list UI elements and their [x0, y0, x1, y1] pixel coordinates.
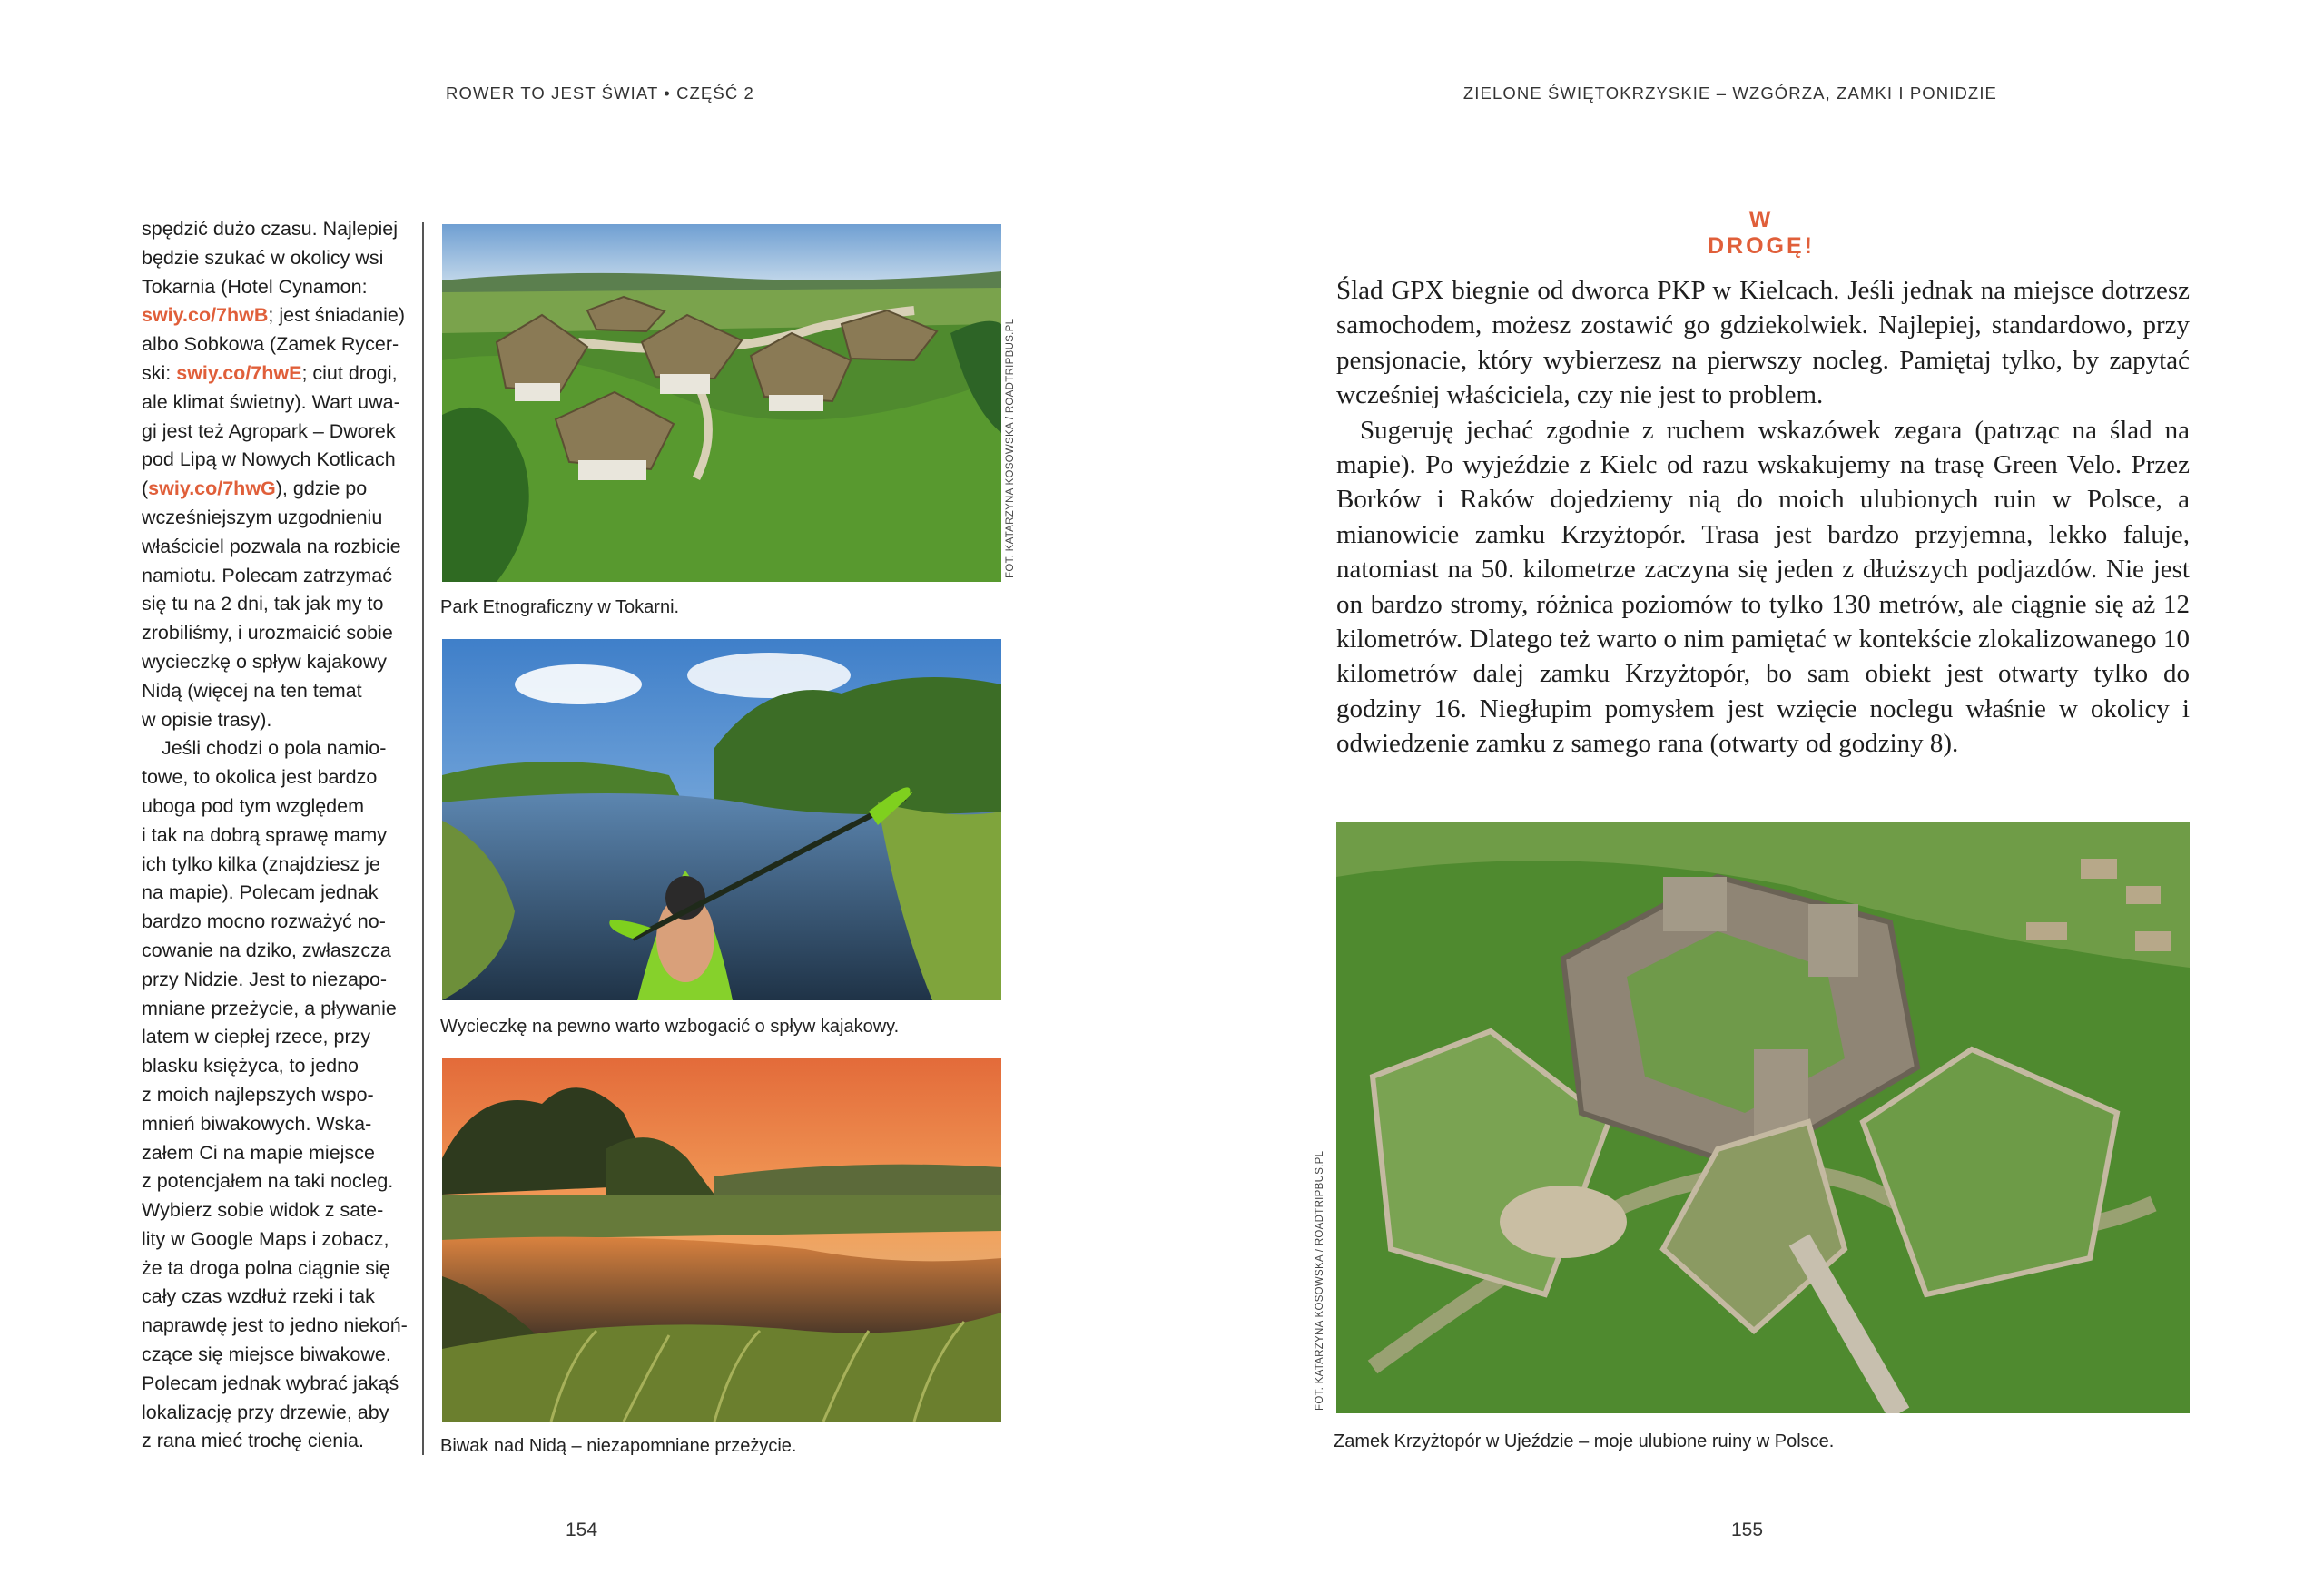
text-line: wycieczkę o spływ kajakowy: [142, 650, 388, 673]
text-line: wcześniejszym uzgodnieniu: [142, 506, 383, 528]
text-line: będzie szukać w okolicy wsi: [142, 246, 384, 269]
text-line: lokalizację przy drzewie, aby: [142, 1401, 389, 1423]
text-line: gi jest też Agropark – Dworek: [142, 419, 396, 442]
text-line: towe, to okolica jest bardzo: [142, 766, 378, 789]
text-line: albo Sobkowa (Zamek Rycer-: [142, 333, 399, 356]
text-line: ale klimat świetny). Wart uwa-: [142, 390, 400, 413]
text-line: bardzo mocno rozważyć no-: [142, 910, 386, 933]
text-line: i tak na dobrą sprawę mamy: [142, 823, 388, 846]
text-line: blasku księżyca, to jedno: [142, 1055, 359, 1077]
text-line: w opisie trasy).: [142, 708, 272, 731]
page-number-left: 154: [566, 1520, 598, 1540]
text-line: załem Ci na mapie miejsce: [142, 1141, 375, 1164]
text-line: Wybierz sobie widok z sate-: [142, 1199, 384, 1222]
text-line: lity w Google Maps i zobacz,: [142, 1227, 389, 1250]
text-line: przy Nidzie. Jest to niezapo-: [142, 968, 388, 990]
main-body-text: [1336, 273, 2190, 762]
text-line: uboga pod tym względem: [142, 794, 365, 817]
column-divider: [422, 222, 424, 1455]
section-title: W DROGĘ!: [1708, 207, 1815, 259]
text-line: się tu na 2 dni, tak jak my to: [142, 593, 384, 615]
text-line: latem w ciepłej rzece, przy: [142, 1026, 371, 1048]
photo-caption: Biwak nad Nidą – niezapomniane przeżycie.: [440, 1436, 797, 1456]
text-line: (swiy.co/7hwG), gdzie po: [142, 477, 368, 500]
paragraph: Ślad GPX biegnie od dworca PKP w Kielcach. Jeśli jednak na miejsce dotrzesz samochodem, możesz zostawić go gdziekolwiek. Najlepiej, standardowo, przy pensjonacie, który wybierzesz na pierwszy nocleg. Pamiętaj tylko, by zapytać wcześniej właściciela, czy nie jest to problem.: [1336, 276, 2190, 410]
text-line: cowanie na dziko, zwłaszcza: [142, 939, 391, 961]
text-line: Polecam jednak wybrać jakąś: [142, 1372, 399, 1394]
text-line: właściciel pozwala na rozbicie: [142, 535, 401, 557]
page-number-right: 155: [1731, 1520, 1764, 1540]
running-header-right: ZIELONE ŚWIĘTOKRZYSKIE – WZGÓRZA, ZAMKI I PONIDZIE: [1462, 84, 1997, 103]
text-line: Tokarnia (Hotel Cynamon:: [142, 275, 368, 298]
text-line: na mapie). Polecam jednak: [142, 881, 379, 904]
photo-credit: FOT. KATARZYNA KOSOWSKA / ROADTRIPBUS.PL: [1315, 1150, 1325, 1411]
left-text-column: [142, 215, 409, 1456]
photo-caption: Park Etnograficzny w Tokarni.: [440, 597, 680, 617]
photo-caption: Zamek Krzyżtopór w Ujeździe – moje ulubione ruiny w Polsce.: [1334, 1432, 1835, 1451]
text-line: z potencjałem na taki nocleg.: [142, 1170, 394, 1193]
link-zamek-rycerski[interactable]: swiy.co/7hwE: [176, 361, 302, 384]
text-line: z rana mieć trochę cienia.: [142, 1430, 364, 1452]
text-line: ski: swiy.co/7hwE; ciut drogi,: [142, 361, 398, 384]
text-line: cały czas wzdłuż rzeki i tak: [142, 1285, 375, 1308]
text-line: namiotu. Polecam zatrzymać: [142, 564, 393, 586]
text-line: pod Lipą w Nowych Kotlicach: [142, 448, 396, 471]
text-line: że ta droga polna ciągnie się: [142, 1256, 390, 1279]
text-line: swiy.co/7hwB; jest śniadanie): [142, 304, 405, 327]
photo-sunset-river: [442, 1058, 1001, 1422]
text-line: ich tylko kilka (znajdziesz je: [142, 852, 380, 875]
text-line: czące się miejsce biwakowe.: [142, 1343, 391, 1366]
link-hotel-cynamon[interactable]: swiy.co/7hwB: [142, 304, 269, 327]
text-line: mniane przeżycie, a pływanie: [142, 997, 397, 1019]
text-line: naprawdę jest to jedno niekoń-: [142, 1314, 408, 1337]
paragraph: Sugeruję jechać zgodnie z ruchem wskazówek zegara (patrząc na ślad na mapie). Po wyjeździe z Kielc od razu wskakujemy na trasę Green Velo. Przez Borków i Raków dojedziemy nią do moich ulubionych ruin w Polsce, a mianowicie zamku Krzyżtopór. Trasa jest bardzo przyjemna, lekko faluje, natomiast na 50. kilometrze zaczyna się jeden z dłuższych podjazdów. Nie jest on bardzo stromy, różnica poziomów to tylko 130 metrów, ale ciągnie się aż 12 kilometrów. Dlatego też warto o nim pamiętać w kontekście zlokalizowanego 10 kilometrów dalej zamku Krzyżtopór, bo sam obiekt jest otwarty tylko do godziny 16. Niegłupim pomysłem jest wzięcie noclegu właśnie w okolicy i odwiedzenie zamku z samego rana (otwarty od godziny 8).: [1336, 415, 2190, 759]
text-line: z moich najlepszych wspo-: [142, 1083, 374, 1106]
text-line: zrobiliśmy, i urozmaicić sobie: [142, 622, 393, 644]
photo-credit: FOT. KATARZYNA KOSOWSKA / ROADTRIPBUS.PL: [1005, 318, 1016, 578]
text-line: Jeśli chodzi o pola namio-: [162, 737, 387, 760]
text-line: mnień biwakowych. Wska-: [142, 1112, 372, 1135]
text-line: Nidą (więcej na ten temat: [142, 679, 362, 702]
photo-kayaking: [442, 639, 1001, 1000]
photo-ethnographic-park: [442, 224, 1001, 582]
photo-krzyztopor-castle: [1336, 822, 2190, 1413]
text-line: spędzić dużo czasu. Najlepiej: [142, 218, 399, 240]
photo-caption: Wycieczkę na pewno warto wzbogacić o spływ kajakowy.: [440, 1017, 900, 1037]
running-header-left: ROWER TO JEST ŚWIAT • CZĘŚĆ 2: [446, 84, 754, 103]
link-agropark[interactable]: swiy.co/7hwG: [148, 477, 276, 500]
